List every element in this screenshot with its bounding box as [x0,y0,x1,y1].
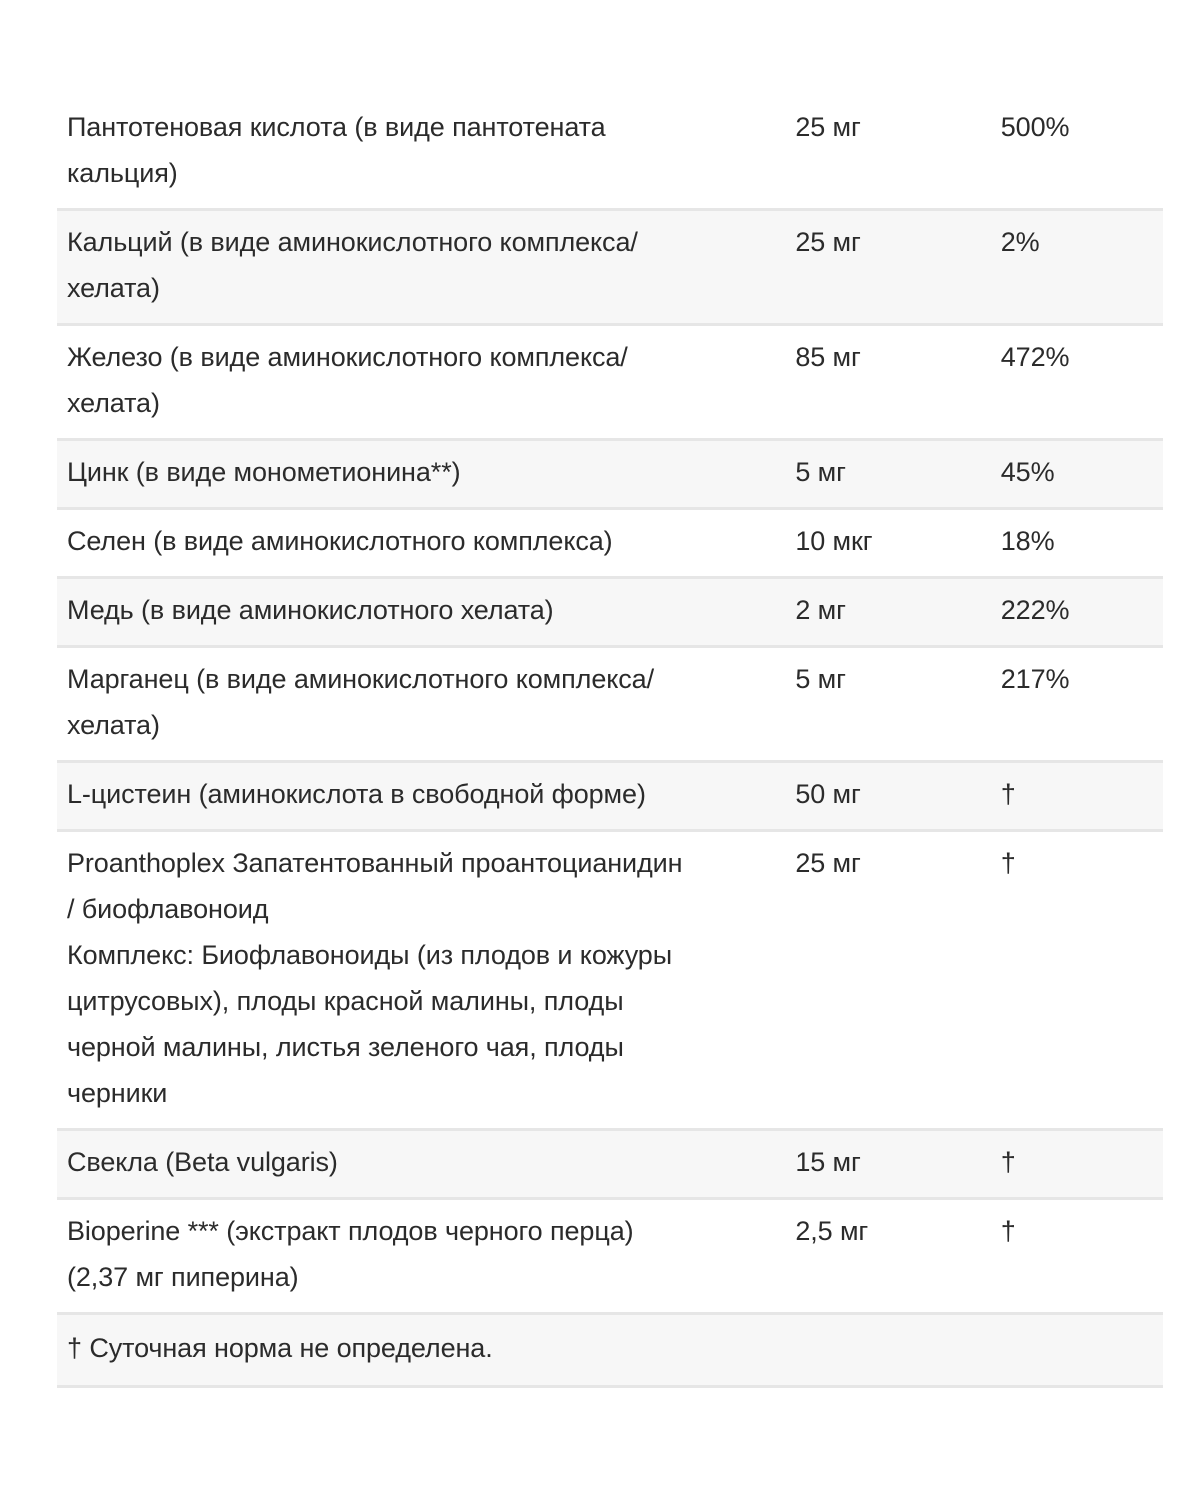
daily-value-cell: † [991,831,1163,1130]
table-row [57,210,1163,325]
ingredient-name-cell [57,325,785,440]
ingredient-name-cell [57,1199,785,1314]
table-row [57,440,1163,509]
amount-cell: 25 мг [785,96,990,210]
ingredient-name-line: черники [67,1078,168,1108]
ingredient-name-line: Bioperine *** (экстракт плодов черного перца) [67,1216,634,1246]
table-row [57,647,1163,762]
nutrition-table [57,96,1163,1388]
daily-value-cell: 217% [991,647,1163,762]
ingredient-name-line: Пантотеновая кислота (в виде пантотената [67,112,606,142]
amount-cell: 85 мг [785,325,990,440]
daily-value-cell: 18% [991,509,1163,578]
ingredient-name-cell [57,440,785,509]
ingredient-name-line: Proanthoplex Запатентованный проантоцианидин [67,848,683,878]
ingredient-name-line: (2,37 мг пиперина) [67,1262,299,1292]
ingredient-name-line: хелата) [67,273,160,303]
ingredient-name-line: Комплекс: Биофлавоноиды (из плодов и кожуры [67,940,673,970]
ingredient-name-line: хелата) [67,710,160,740]
amount-cell: 25 мг [785,831,990,1130]
table-row [57,96,1163,210]
daily-value-cell: 45% [991,440,1163,509]
ingredient-name-line: Железо (в виде аминокислотного комплекса/ [67,342,628,372]
daily-value-cell: 500% [991,96,1163,210]
table-row [57,1199,1163,1314]
ingredient-name-line: Цинк (в виде монометионина**) [67,457,461,487]
amount-cell: 15 мг [785,1130,990,1199]
ingredient-name-line: Свекла (Beta vulgaris) [67,1147,338,1177]
amount-cell: 50 мг [785,762,990,831]
ingredient-name-line: кальция) [67,158,178,188]
ingredient-name-line: Медь (в виде аминокислотного хелата) [67,595,554,625]
table-row [57,325,1163,440]
ingredient-name-cell [57,509,785,578]
ingredient-name-cell [57,647,785,762]
ingredient-name-line: хелата) [67,388,160,418]
amount-cell: 2,5 мг [785,1199,990,1314]
ingredient-name-line: Селен (в виде аминокислотного комплекса) [67,526,613,556]
table-row [57,762,1163,831]
daily-value-cell: † [991,1199,1163,1314]
daily-value-cell: 222% [991,578,1163,647]
daily-value-cell: † [991,1130,1163,1199]
ingredient-name-cell [57,210,785,325]
footnote-row [57,1314,1163,1387]
ingredient-name-cell [57,96,785,210]
daily-value-cell: 2% [991,210,1163,325]
ingredient-name-cell [57,578,785,647]
nutrition-table-body [57,96,1163,1387]
footnote-text: † Суточная норма не определена. [57,1314,1163,1387]
ingredient-name-line: черной малины, листья зеленого чая, плоды [67,1032,624,1062]
table-row [57,509,1163,578]
ingredient-name-line: Кальций (в виде аминокислотного комплекса/ [67,227,638,257]
amount-cell: 2 мг [785,578,990,647]
amount-cell: 5 мг [785,647,990,762]
amount-cell: 5 мг [785,440,990,509]
table-row [57,578,1163,647]
ingredient-name-line: / биофлавоноид [67,894,269,924]
ingredient-name-line: Марганец (в виде аминокислотного комплекса/ [67,664,654,694]
ingredient-name-cell [57,1130,785,1199]
table-row [57,831,1163,1130]
amount-cell: 25 мг [785,210,990,325]
ingredient-name-line: L-цистеин (аминокислота в свободной форме) [67,779,646,809]
table-row [57,1130,1163,1199]
ingredient-name-line: цитрусовых), плоды красной малины, плоды [67,986,624,1016]
daily-value-cell: 472% [991,325,1163,440]
ingredient-name-cell [57,762,785,831]
ingredient-name-cell [57,831,785,1130]
daily-value-cell: † [991,762,1163,831]
amount-cell: 10 мкг [785,509,990,578]
